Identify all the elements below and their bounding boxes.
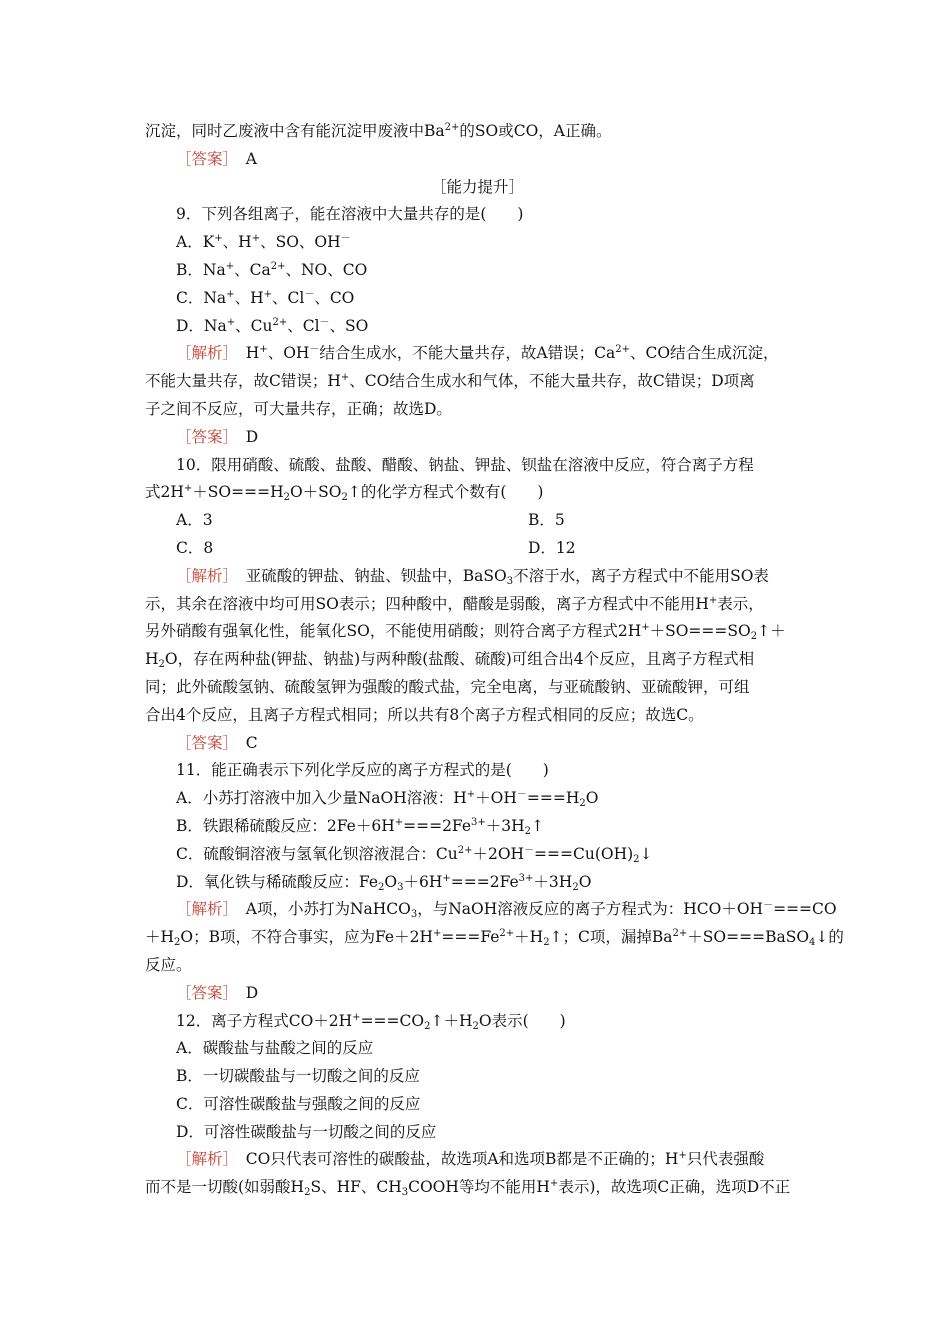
text-line [145,1091,810,1119]
line-text: 式$2H^++SO===H_2O+SO_2↑$的化学方程式个数有( ) [145,483,544,504]
text-line [145,118,810,146]
text-line [145,702,810,730]
text-line [145,452,810,480]
text-line [145,340,810,368]
line-text: 反应。 [145,955,192,974]
text-line [145,757,810,785]
line-text: A项，小苏打为NaHCO$_3$，与NaOH溶液反应的离子方程式为：HCO＋OH－===CO [230,900,837,921]
line-text: 合出4个反应，且离子方程式相同；所以共有8个离子方程式相同的反应；故选C。 [145,705,704,724]
text-line [145,535,810,563]
line-text: 而不是一切酸(如弱酸$H_2S$、HF、$CH_3COOH$等均不能用H+表示)，故选项C正确，选项D不正 [145,1178,791,1199]
section-tag: ［解析］ [176,344,231,363]
section-tag: ［解析］ [176,1150,231,1169]
line-text: ［能力提升］ [430,177,524,196]
line-text: 亚硫酸的钾盐、钠盐、钡盐中，BaSO$_3$不溶于水，离子方程式中不能用SO表 [230,566,769,587]
line-text: D [230,983,259,1002]
line-text: A．K+、H+、SO、OH－ [176,233,351,252]
line-text: C．可溶性碳酸盐与强酸之间的反应 [176,1094,421,1113]
document-page [145,118,844,1202]
text-line [145,1119,810,1147]
line-text: $+H_2O$；B项，不符合事实，应为$Fe+2H^+===Fe^{2+}+H_2↑$；C项，漏掉$Ba^{2+}+SO===BaSO_4↓$的 [145,928,844,949]
text-line [145,201,810,229]
line-text: 另外硝酸有强氧化性，能氧化SO，不能使用硝酸；则符合离子方程式$2H^++SO===SO_2↑+$ [145,622,786,643]
text-line [145,507,810,535]
line-text: 12．离子方程式$CO+2H^+===CO_2↑+H_2O$表示( ) [176,1011,566,1032]
text-line [145,1035,810,1063]
line-text: A．碳酸盐与盐酸之间的反应 [176,1039,374,1058]
text-line [145,952,810,980]
line-text: 11．能正确表示下列化学反应的离子方程式的是( ) [176,761,549,780]
line-text: D．氧化铁与稀硫酸反应：$Fe_2O_3+6H^+===2Fe^{3+}+3H_2O$ [176,872,592,893]
line-text: B．Na+、$Ca^{2+}$、NO、CO [176,260,368,279]
option-label: C．8 [176,538,214,557]
line-text: $H_2O$，存在两种盐(钾盐、钠盐)与两种酸(盐酸、硫酸)可组合出4个反应，且离子方程式相 [145,650,755,671]
text-line [145,285,810,313]
section-tag: ［答案］ [176,733,231,752]
line-text: 子之间不反应，可大量共存，正确；故选D。 [145,399,452,418]
line-text: A [230,149,257,168]
option-label: B．5 [528,511,565,530]
line-text: B．铁跟稀硫酸反应：$2Fe+6H^+===2Fe^{3+}+3H_2↑$ [176,816,545,837]
line-text: C．硫酸铜溶液与氢氧化钡溶液混合：$Cu^{2+}+2OH^-===Cu(OH)_2↓$ [176,844,653,865]
text-line [145,313,810,341]
line-text: 不能大量共存，故C错误；H+、CO结合生成水和气体，不能大量共存，故C错误；D项离 [145,372,755,391]
line-text: C [230,733,258,752]
text-line [145,479,810,507]
text-line [145,563,810,591]
text-line [145,896,837,924]
line-text: C．Na+、H+、Cl－、CO [176,288,355,307]
text-line [145,813,810,841]
section-tag: ［答案］ [176,983,231,1002]
text-line [145,924,844,952]
text-line [145,646,810,674]
section-tag: ［解析］ [176,900,231,919]
text-line [145,980,810,1008]
text-line [145,618,810,646]
text-line [145,591,810,619]
text-line [145,146,810,174]
text-line [145,368,810,396]
text-line [145,730,810,758]
line-text: D．Na+、$Cu^{2+}$、Cl－、SO [176,316,369,335]
option-label: D．12 [528,538,576,557]
text-line [145,257,810,285]
text-line [145,1008,810,1036]
section-tag: ［答案］ [176,427,231,446]
text-line [145,869,810,897]
line-text: CO只代表可溶性的碳酸盐，故选项A和选项B都是不正确的；H+只代表强酸 [230,1150,765,1169]
text-line [145,174,810,202]
text-line [145,841,810,869]
line-text: 沉淀，同时乙废液中含有能沉淀甲废液中$Ba^{2+}$的SO或CO，A正确。 [145,122,612,140]
line-text: H+、OH－结合生成水，不能大量共存，故A错误；$Ca^{2+}$、CO结合生成沉淀， [230,344,779,363]
section-tag: ［解析］ [176,566,231,585]
line-text: 同；此外硫酸氢钠、硫酸氢钾为强酸的酸式盐，完全电离，与亚硫酸钠、亚硫酸钾，可组 [145,677,750,696]
line-text: 10．限用硝酸、硫酸、盐酸、醋酸、钠盐、钾盐、钡盐在溶液中反应，符合离子方程 [176,455,754,474]
text-line [145,674,810,702]
option-label: A．3 [176,511,213,530]
text-line [145,424,810,452]
line-text: 9．下列各组离子，能在溶液中大量共存的是( ) [176,205,524,224]
line-text: D．可溶性碳酸盐与一切酸之间的反应 [176,1122,437,1141]
text-line [145,1174,810,1202]
text-line [145,785,810,813]
section-tag: ［答案］ [176,149,231,168]
line-text: D [230,427,259,446]
text-line [145,1146,810,1174]
line-text: 示，其余在溶液中均可用SO表示；四种酸中，醋酸是弱酸，离子方程式中不能用H+表示， [145,594,764,613]
line-text: B．一切碳酸盐与一切酸之间的反应 [176,1067,420,1086]
text-line [145,229,810,257]
line-text: A．小苏打溶液中加入少量NaOH溶液：$H^++OH^-===H_2O$ [176,789,599,810]
text-line [145,1063,810,1091]
text-line [145,396,810,424]
